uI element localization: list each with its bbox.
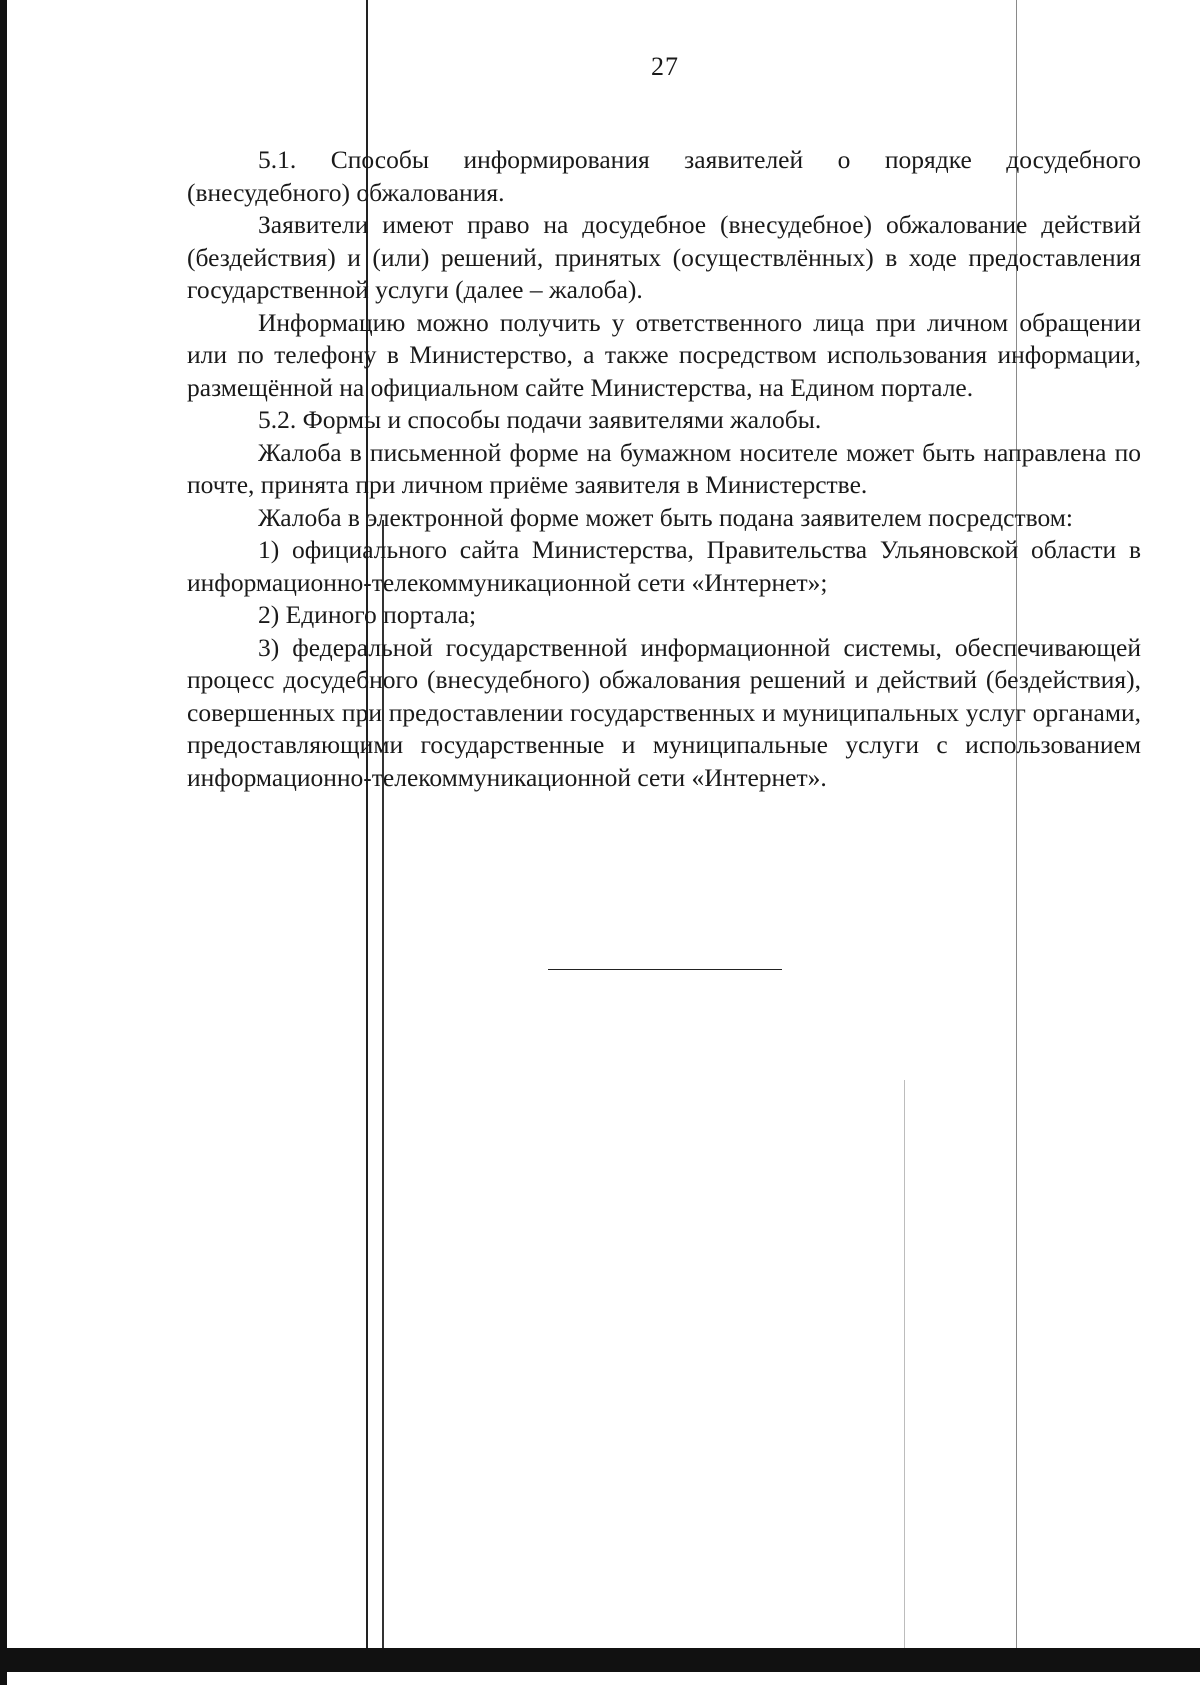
list-item-2: 2) Единого портала; [258, 600, 477, 629]
paragraph: Жалоба в электронной форме может быть подана заявителем посредством: [258, 502, 1073, 532]
paragraph-5-2-heading: 5.2. Формы и способы подачи заявителями жалобы. [258, 405, 822, 434]
paragraph: Информацию можно получить у ответственного лица при личном обращении или по телефону в Министерство, а также посредством использования информации, размещённой на официальном сайте Министерства, на Едином портале. [187, 307, 1141, 402]
list-item-1: 1) официального сайта Министерства, Правительства Ульяновской области в информационно-телекоммуникационной сети «Интернет»; [187, 535, 1141, 597]
scan-left-edge [0, 0, 7, 1685]
paragraph: Жалоба в письменной форме на бумажном носителе может быть направлена по почте, принята при личном приёме заявителя в Министерстве. [187, 437, 1141, 499]
scan-artifact-line [904, 1080, 905, 1648]
list-item-3: 3) федеральной государственной информационной системы, обеспечивающей процесс досудебного (внесудебного) обжалования решений и действий (бездействия), совершенных при предоставлении государственных и муниципальных услуг органами, предоставляющими государственные и муниципальные услуги с использованием информационно-телекоммуникационной сети «Интернет». [187, 632, 1141, 792]
paragraph-5-1-heading: 5.1. Способы информирования заявителей о порядке досудебного (внесудебного) обжалования. [187, 145, 1141, 207]
end-of-document-rule [548, 969, 782, 970]
document-body [187, 144, 1141, 794]
scan-bottom-band [0, 1648, 1200, 1672]
paragraph: Заявители имеют право на досудебное (внесудебное) обжалование действий (бездействия) и (или) решений, принятых (осуществлённых) в ходе предоставления государственной услуги (далее – жалоба). [187, 210, 1141, 304]
page-number: 27 [651, 52, 679, 81]
